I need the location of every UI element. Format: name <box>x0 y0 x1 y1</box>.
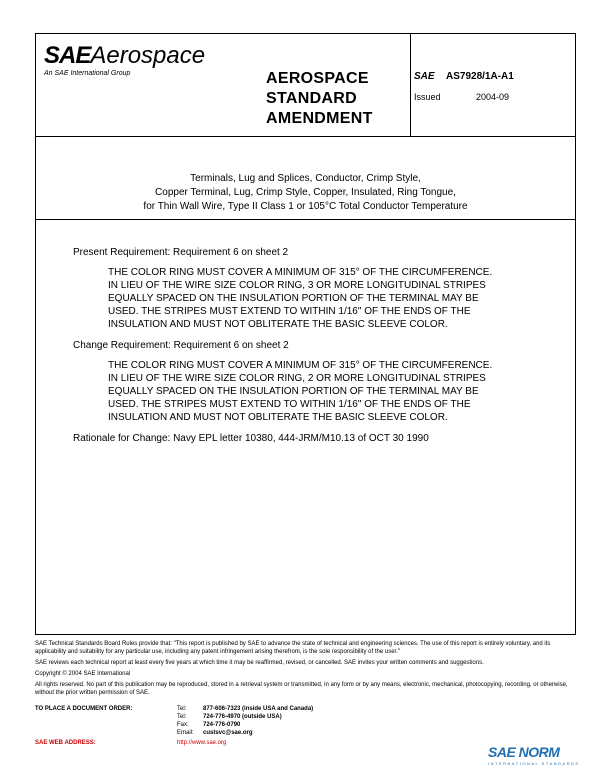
present-requirement-label: Present Requirement: Requirement 6 on sheet 2 <box>73 247 289 258</box>
footer-rights: All rights reserved. No part of this publication may be reproduced, stored in a retrieval system or transmitted, in any form or by any means, electronic, mechanical, photocopying, recording, or otherwise, without the prior written permission of SAE. <box>35 682 568 696</box>
document-frame <box>35 33 576 635</box>
document-body <box>73 246 565 452</box>
contact-row <box>177 706 313 712</box>
brand-norm: SAE NORM <box>488 744 560 760</box>
doc-type-line3: AMENDMENT <box>266 110 373 127</box>
footer <box>35 640 576 700</box>
logo-aerospace: Aerospace <box>90 42 206 69</box>
contact-email-link[interactable]: custsvc@sae.org <box>203 730 253 736</box>
rationale: Rationale for Change: Navy EPL letter 10380, 444-JRM/M10.13 of OCT 30 1990 <box>73 433 429 444</box>
doc-type-line2: STANDARD <box>266 90 357 107</box>
change-requirement-label: Change Requirement: Requirement 6 on sheet 2 <box>73 340 289 351</box>
contact-row <box>177 730 253 736</box>
contact-value: 724-776-0790 <box>203 722 241 728</box>
brand-subtitle: INTERNATIONAL STANDARDS <box>488 761 580 766</box>
issued-label: Issued <box>414 92 441 102</box>
contact-value: 724-776-4970 (outside USA) <box>203 714 282 720</box>
contact-label: Email: <box>177 730 194 736</box>
document-title <box>36 172 575 214</box>
header-vertical-divider <box>410 34 411 136</box>
sae-mark: SAE <box>414 71 435 82</box>
web-address-link[interactable]: http://www.sae.org <box>177 740 227 746</box>
document-number: AS7928/1A-A1 <box>446 71 514 82</box>
contact-row <box>177 714 282 720</box>
web-address-label: SAE WEB ADDRESS: <box>35 740 96 746</box>
footer-review: SAE reviews each technical report at least every five years at which time it may be reaffirmed, revised, or cancelled. SAE invites your written comments and suggestions. <box>35 660 484 666</box>
contact-value: 877-606-7323 (inside USA and Canada) <box>203 706 314 712</box>
document-type <box>266 69 373 129</box>
title-line2: Copper Terminal, Lug, Crimp Style, Copper, Insulated, Ring Tongue, <box>155 187 456 198</box>
contact-label: Tel: <box>177 706 187 712</box>
sae-norm-logo <box>488 744 584 768</box>
doc-type-line1: AEROSPACE <box>266 70 369 87</box>
present-requirement-text: THE COLOR RING MUST COVER A MINIMUM OF 315° OF THE CIRCUMFERENCE. IN LIEU OF THE WIRE SIZE COLOR RING, 3 OR MORE LONGITUDINAL STRIPES EQUALLY SPACED ON THE INSULATION PORTION OF THE TERMINAL MAY BE USED. THE STRIPES MUST EXTEND TO WITHIN 1/16" OF THE ENDS OF THE INSULATION AND MUST NOT OBLITERATE THE BASIC SLEEVE COLOR. <box>108 267 493 330</box>
logo-subtitle: An SAE International Group <box>44 70 131 77</box>
sae-aerospace-logo <box>44 44 264 77</box>
footer-copyright: Copyright © 2004 SAE International <box>35 671 131 677</box>
contact-row <box>177 722 240 728</box>
footer-rules: SAE Technical Standards Board Rules provide that: "This report is published by SAE to advance the state of technical and engineering sciences. The use of this report is entirely voluntary, and its applicability and suitability for any particular use, including any patent infringement arising therefrom, is the sole responsibility of the user." <box>35 641 551 655</box>
title-line1: Terminals, Lug and Splices, Conductor, Crimp Style, <box>190 173 421 184</box>
contact-label: Tel: <box>177 714 187 720</box>
logo-sae: SAE <box>44 42 91 69</box>
change-requirement-text: THE COLOR RING MUST COVER A MINIMUM OF 315° OF THE CIRCUMFERENCE. IN LIEU OF THE WIRE SIZE COLOR RING, 2 OR MORE LONGITUDINAL STRIPES EQUALLY SPACED ON THE INSULATION PORTION OF THE TERMINAL MAY BE USED. THE STRIPES MUST EXTEND TO WITHIN 1/16" OF THE ENDS OF THE INSULATION AND MUST NOT OBLITERATE THE BASIC SLEEVE COLOR. <box>108 360 493 423</box>
contact-label: Fax: <box>177 722 189 728</box>
order-label: TO PLACE A DOCUMENT ORDER: <box>35 706 133 712</box>
header-divider <box>36 136 575 137</box>
title-divider <box>36 219 575 220</box>
issued-date: 2004-09 <box>476 92 510 102</box>
title-line3: for Thin Wall Wire, Type II Class 1 or 105°C Total Conductor Temperature <box>143 201 468 212</box>
